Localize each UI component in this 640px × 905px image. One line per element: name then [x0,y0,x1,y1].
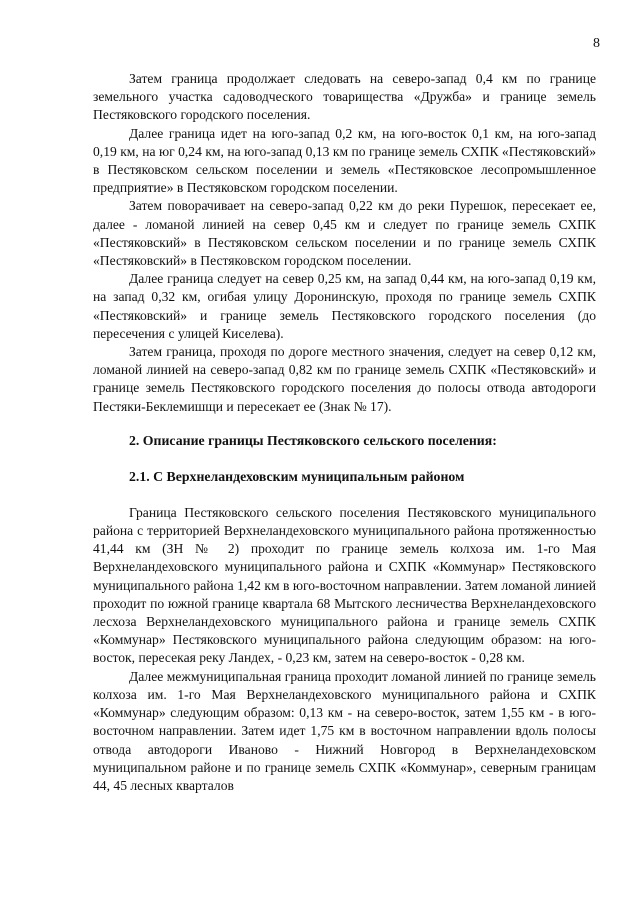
document-body [93,70,596,795]
page-number: 8 [593,36,600,51]
paragraph: Граница Пестяковского сельского поселения Пестяковского муниципального района с территорией Верхнеландеховского муниципального района протяженностью 41,44 км (ЗН № 2) проходит по границе земель колхоза им. 1-го Мая Верхнеландеховского муниципального района и СХПК «Коммунар» Пестяковского муниципального района 1,42 км в юго-восточном направлении. Затем ломаной линией проходит по южной границе квартала 68 Мытского лесничества Верхнеландеховского лесхоза Верхнеландеховского муниципального района и границе земель СХПК «Коммунар» Пестяковского муниципального района следующим образом: на юго-восток, пересекая реку Ландех, - 0,23 км, затем на северо-восток - 0,28 км. [93,504,596,666]
paragraph: Затем граница, проходя по дороге местного значения, следует на север 0,12 км, ломаной линией на северо-запад 0,82 км по границе земель СХПК «Пестяковский» и границе земель Пестяковского городского поселения до полосы отвода автодороги Пестяки-Беклемишщи и пересекает ее (Знак № 17). [93,344,596,414]
subsection-heading: 2.1. С Верхнеландеховским муниципальным районом [129,468,465,484]
paragraph: Затем поворачивает на северо-запад 0,22 км до реки Пурешок, пересекает ее, далее - ломаной линией на север 0,45 км и следует по границе земель СХПК «Пестяковский» в Пестяковском сельском поселении и по границе земель СХПК «Пестяковский» в Пестяковском городском поселении. [93,198,596,269]
section-heading: 2. Описание границы Пестяковского сельского поселения: [129,432,497,448]
paragraph: Далее граница идет на юго-запад 0,2 км, на юго-восток 0,1 км, на юго-запад 0,19 км, на юг 0,24 км, на юго-запад 0,13 км по границе земель СХПК «Пестяковский» в Пестяковском сельском поселении и земель «Пестяковское лесопромышленное предприятие» в Пестяковском городском поселении. [93,125,596,196]
paragraph: Затем граница продолжает следовать на северо-запад 0,4 км по границе земельного участка садоводческого товарищества «Дружба» и границе земель Пестяковского городского поселения. [93,71,596,123]
paragraph: Далее межмуниципальная граница проходит ломаной линией по границе земель колхоза им. 1-го Мая Верхнеландеховского муниципального района и СХПК «Коммунар» следующим образом: 0,13 км - на северо-восток, затем 1,55 км - в юго-восточном направлении. Затем идет 1,75 км в восточном направлении вдоль полосы отвода автодороги Иваново - Нижний Новгород в Верхнеландеховском муниципальном районе и по границе земель СХПК «Коммунар», северным границам 44, 45 лесных кварталов [93,668,596,793]
paragraph: Далее граница следует на север 0,25 км, на запад 0,44 км, на юго-запад 0,19 км, на запад 0,32 км, огибая улицу Доронинскую, проходя по границе земель СХПК «Пестяковский» и границе земель Пестяковского городского поселения (до пересечения с улицей Киселева). [93,271,596,341]
